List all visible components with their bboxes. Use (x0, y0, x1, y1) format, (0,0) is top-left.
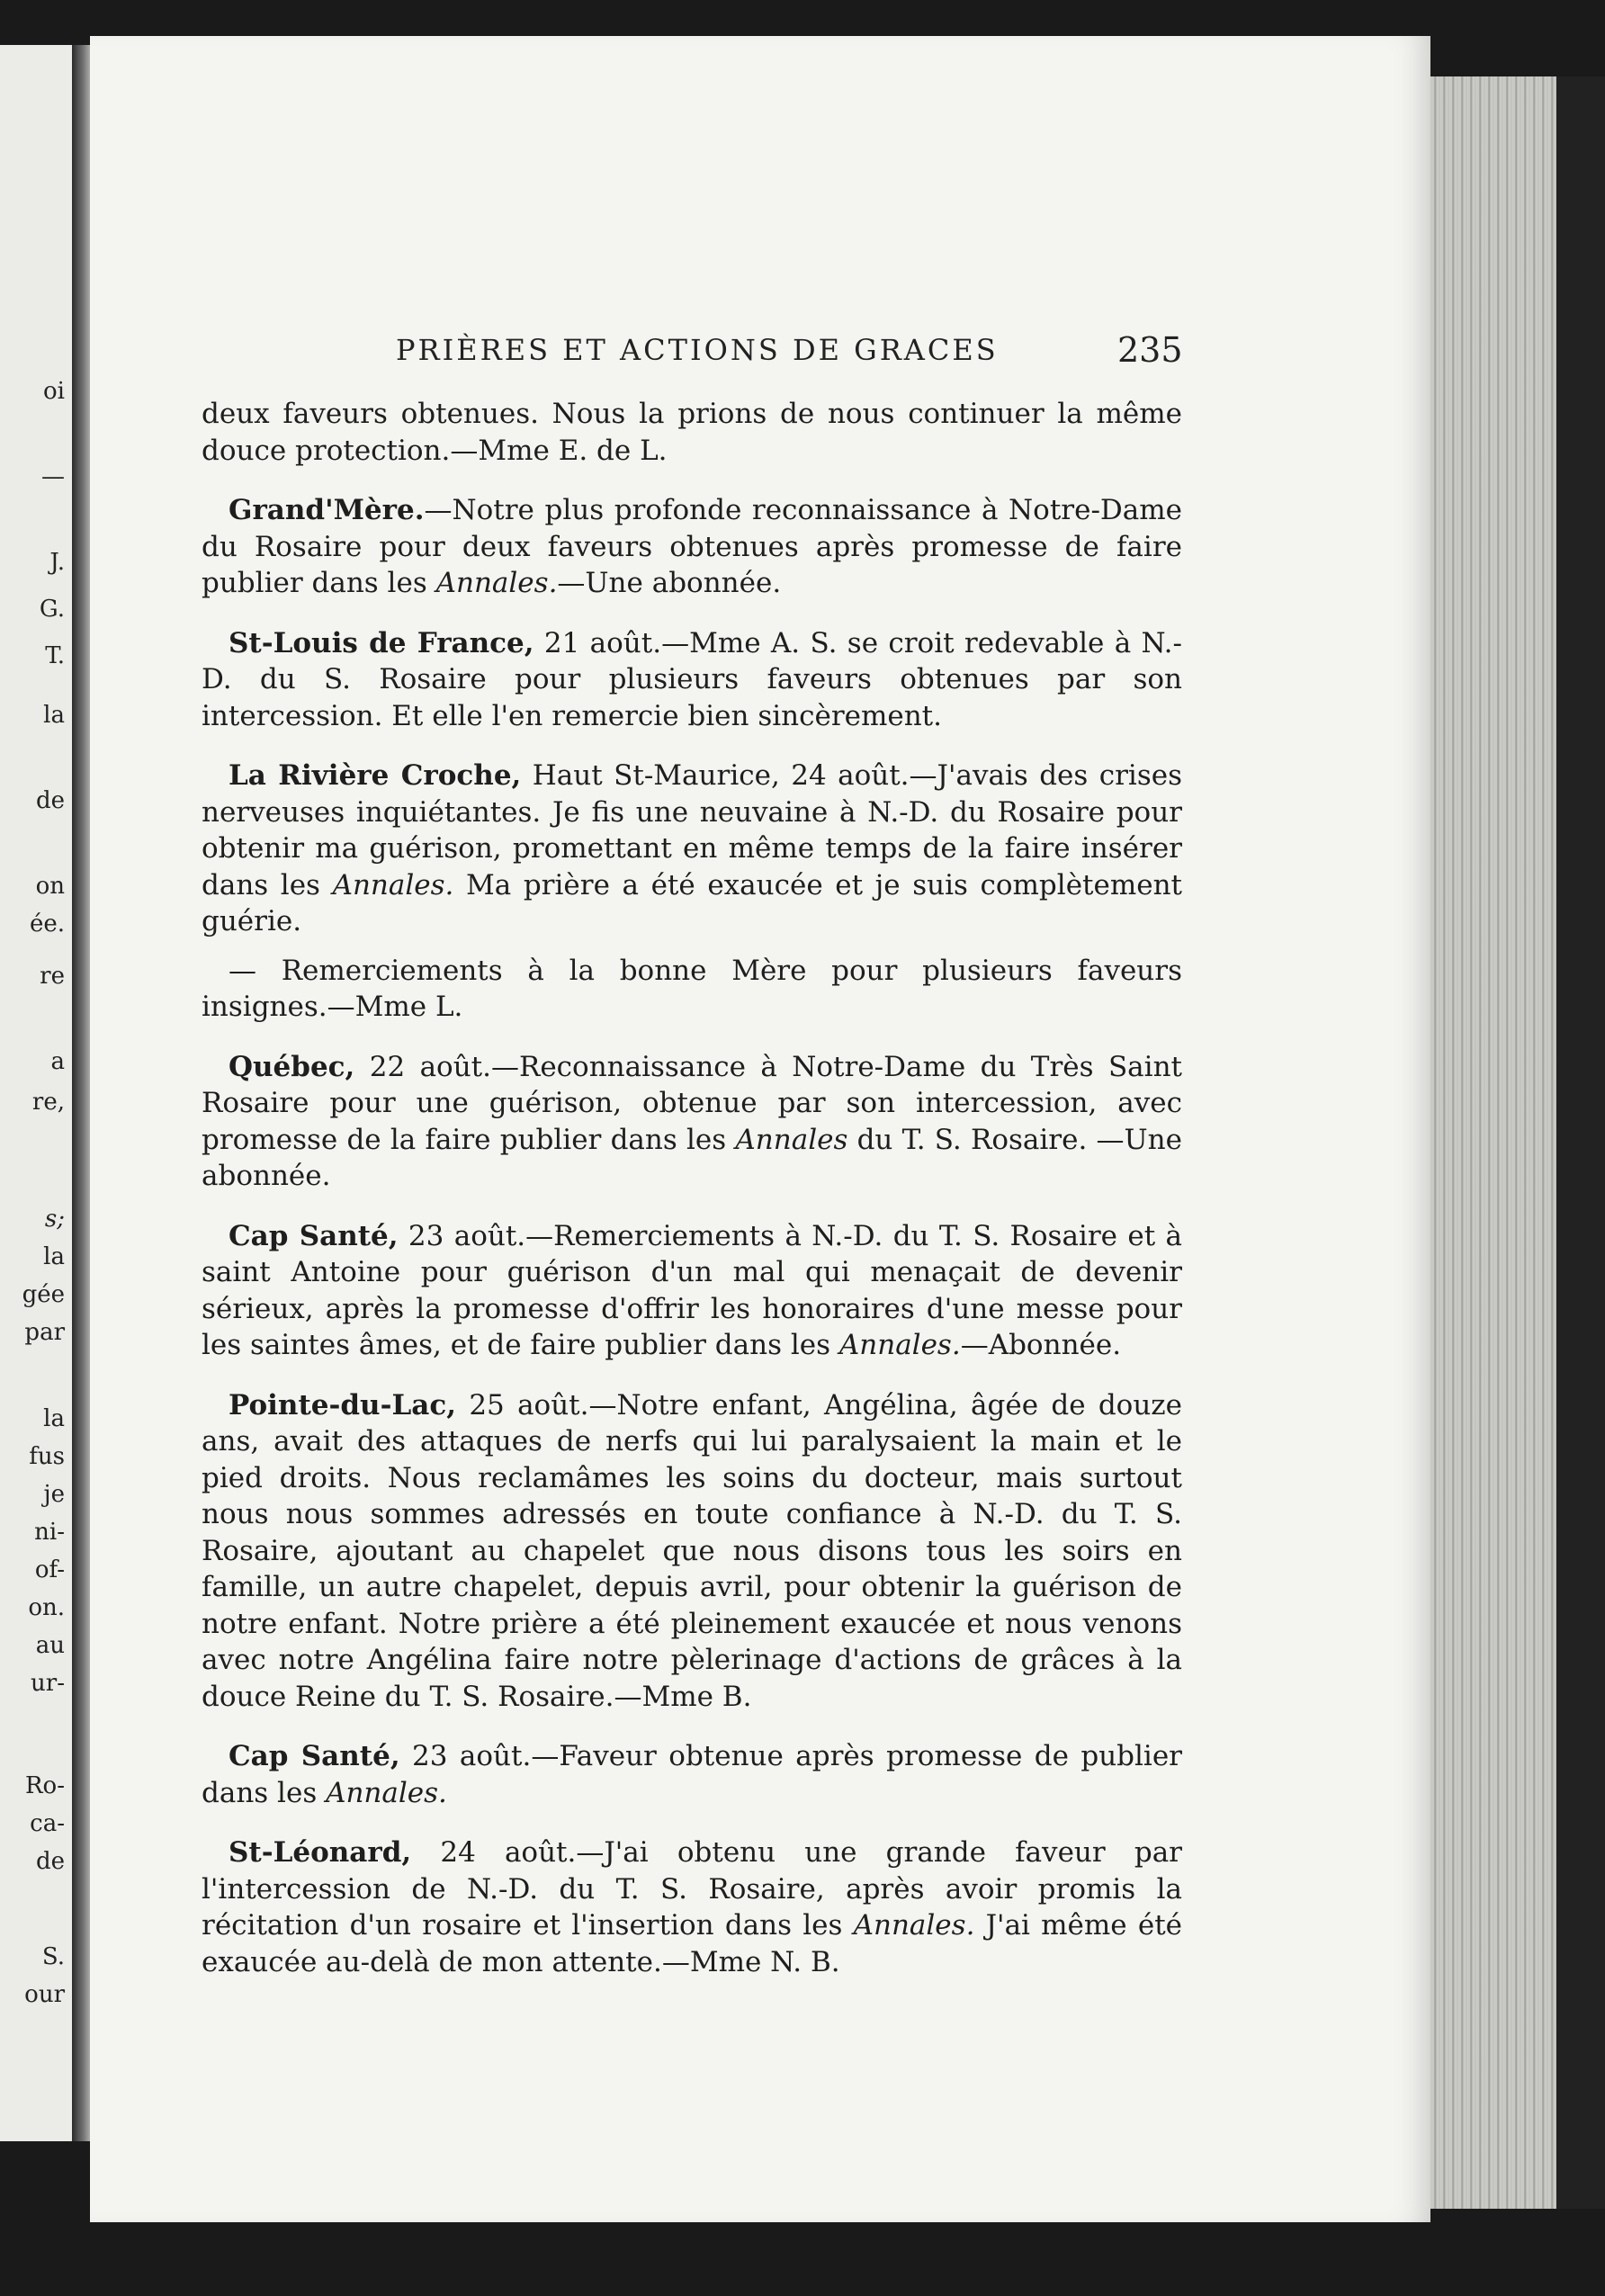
left-fragment: oi (43, 378, 65, 405)
left-fragment: gée (22, 1281, 65, 1308)
entry-italic: Annales. (435, 567, 558, 599)
entry-place: La Rivière Croche, (229, 759, 522, 792)
entry-text: —Notre plus profonde reconnaissance à Notre-Dame du Rosaire pour deux faveurs obtenues après promesse de faire publier dans les (202, 494, 1182, 599)
left-fragment: au (35, 1632, 65, 1659)
page-edges (1430, 76, 1556, 2209)
left-fragment: s; (44, 1206, 65, 1233)
left-fragment: on (35, 873, 65, 900)
entry-place: Pointe-du-Lac, (229, 1388, 457, 1422)
left-fragment: our (24, 1981, 65, 2008)
left-fragment: la (43, 1243, 65, 1270)
left-fragment: re, (31, 1089, 65, 1116)
entry-text: 23 août.—Faveur obtenue après promesse de publier dans les (202, 1740, 1182, 1809)
left-fragment: re (40, 963, 65, 990)
entry-text: 25 août.—Notre enfant, Angélina, âgée de douze ans, avait des attaques de nerfs qui lui paralysaient la main et le pied droits. Nous reclamâmes les soins du docteur, mais surtout nous nous sommes adressés en toute confiance à N.-D. du T. S. Rosaire, ajoutant au chapelet que nous disons tous les soirs en famille, un autre chapelet, depuis avril, pour obtenir la guérison de notre enfant. Notre prière a été pleinement exaucée et nous venons avec notre Angélina faire notre pèlerinage d'actions de grâces à la douce Reine du T. S. Rosaire.—Mme B. (202, 1388, 1182, 1713)
entry-text: 22 août.—Reconnaissance à Notre-Dame du Très Saint Rosaire pour une guérison, obtenue par son intercession, avec promesse de la faire publier dans les (202, 1050, 1182, 1156)
entry-place: Grand'Mère. (229, 494, 425, 526)
left-fragment: de (35, 1848, 65, 1875)
entry-text: 23 août.—Remerciements à N.-D. du T. S. Rosaire et à saint Antoine pour guérison d'un mal qui menaçait de devenir sérieux, après la promesse d'offrir les honoraires d'une messe pour les saintes âmes, et de faire publier dans les (202, 1219, 1182, 1361)
left-fragment: S. (41, 1943, 65, 1970)
entry-place: Québec, (229, 1050, 355, 1083)
entry-italic: Annales. (838, 1329, 961, 1361)
entry-text: deux faveurs obtenues. Nous la prions de nous continuer la même douce protection.—Mme E. de L. (202, 398, 1182, 467)
left-fragment: par (24, 1319, 65, 1346)
left-fragment: la (43, 1405, 65, 1432)
entry-text-after: J'ai même été exaucée au-delà de mon attente.—Mme N. B. (202, 1909, 1182, 1978)
entry-text: 24 août.—J'ai obtenu une grande faveur par l'intercession de N.-D. du T. S. Rosaire, après avoir promis la récitation d'un rosaire et l'insertion dans les (202, 1836, 1182, 1942)
book-gutter (72, 45, 92, 2141)
left-fragment: ée. (29, 910, 65, 937)
entry-place: Cap Santé, (229, 1219, 399, 1252)
entry (202, 1387, 1182, 1716)
left-fragment: G. (39, 596, 65, 623)
running-title: PRIÈRES ET ACTIONS DE GRACES (396, 333, 999, 367)
entry-place: Cap Santé, (229, 1740, 400, 1772)
entry-text-after: —Une abonnée. (557, 567, 782, 599)
entry-place: St-Léonard, (229, 1836, 412, 1869)
entry (202, 758, 1182, 940)
left-fragment: Ro- (24, 1772, 65, 1799)
entry (202, 1738, 1182, 1811)
entry-text: 21 août.—Mme A. S. se croit redevable à N.-D. du S. Rosaire pour plusieurs faveurs obtenues par son intercession. Et elle l'en remercie bien sincèrement. (202, 626, 1182, 732)
entry-text-after: Ma prière a été exaucée et je suis complètement guérie. (202, 868, 1183, 937)
entry-italic: Annales (735, 1123, 848, 1156)
left-fragment: T. (45, 642, 65, 669)
entry-text: Haut St-Maurice, 24 août.—J'avais des crises nerveuses inquiétantes. Je fis une neuvaine à N.-D. du Rosaire pour obtenir ma guérison, promettant en même temps de la faire insérer dans les (202, 759, 1182, 901)
left-fragment: — (41, 463, 65, 490)
left-fragment: on. (28, 1594, 65, 1621)
entry-italic: Annales. (332, 868, 454, 901)
left-fragment: a (50, 1048, 65, 1075)
entry (202, 953, 1182, 1026)
entry-text: — Remerciements à la bonne Mère pour plusieurs faveurs insignes.—Mme L. (202, 954, 1182, 1023)
entry-text-after: du T. S. Rosaire. —Une abonnée. (202, 1123, 1182, 1192)
left-fragment: ni- (34, 1519, 65, 1546)
entry (202, 492, 1182, 602)
book-spine-shadow (1556, 76, 1605, 2209)
entry (202, 625, 1182, 735)
left-fragment: de (35, 787, 65, 814)
left-fragment: je (43, 1481, 65, 1508)
entry (202, 1049, 1182, 1195)
left-fragment: ca- (30, 1810, 65, 1837)
entry-italic: Annales. (853, 1909, 975, 1942)
book-page (90, 36, 1430, 2222)
left-fragment: fus (29, 1443, 65, 1470)
left-page-edge (0, 45, 72, 2141)
entry (202, 396, 1182, 469)
left-fragment: ur- (31, 1670, 65, 1697)
entry (202, 1218, 1182, 1364)
entry-text-after: —Abonnée. (960, 1329, 1122, 1361)
entry (202, 1834, 1182, 1980)
page-content (202, 396, 1182, 2004)
entry-italic: Annales. (326, 1776, 447, 1809)
left-fragment: J. (49, 549, 65, 576)
left-fragment: of- (34, 1556, 65, 1583)
entry-place: St-Louis de France, (229, 626, 534, 659)
left-fragment: la (43, 702, 65, 729)
page-number: 235 (1117, 330, 1183, 370)
